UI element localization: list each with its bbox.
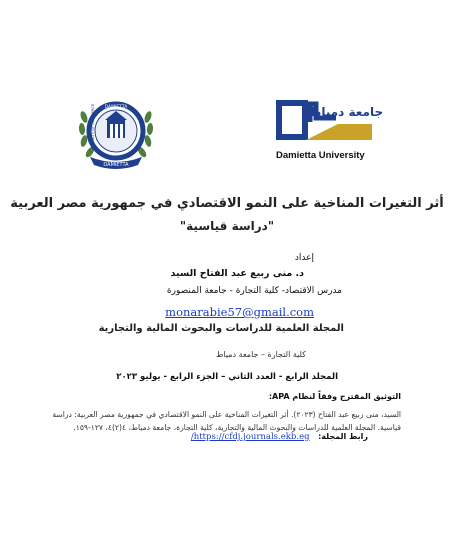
damietta-university-logo <box>276 96 384 164</box>
journal-link-label: رابط المجلة: <box>318 432 368 441</box>
faculty-of-commerce-logo <box>76 95 156 171</box>
citation-text: السيد، منى ربيع عبد الفتاح (٢٠٢٣). أثر التغيرات المناخية على النمو الاقتصادي في جمهورية مصر العربية: دراسة قياسية. المجلة العلمية للدراسات والبحوث المالية والتجارية، كلية التجارة، جامعة دمياط، ٤(٢)٤، ١٢٧-١٥٩. <box>52 410 401 432</box>
author-name: د. منى ربيع عبد الفتاح السيد <box>170 268 304 279</box>
ring-text: DAMIETTA <box>104 105 128 110</box>
volume-info: المجلد الرابع - العدد الثاني – الجزء الرابع - يوليو ٢٠٢٣ <box>116 372 338 382</box>
journal-link-row <box>191 432 368 442</box>
author-affiliation: مدرس الاقتصاد- كلية التجارة - جامعة المنصورة <box>166 286 342 296</box>
journal-link-url[interactable]: https://cfdj.journals.ekb.eg/ <box>190 432 310 442</box>
logo-arabic-name: جامعة دمياط <box>308 105 384 119</box>
side-text: FACULTY OF COMMERCE <box>91 103 95 147</box>
prepared-by-label: إعداد <box>294 253 314 263</box>
journal-name: المجلة العلمية للدراسات والبحوث المالية والتجارية <box>98 323 344 334</box>
author-email-link[interactable]: monarabie57@gmail.com <box>165 305 314 319</box>
citation-heading: التوثيق المقترح وفقاً لنظام APA: <box>268 392 401 401</box>
logo-english-name: Damietta University <box>276 150 365 161</box>
paper-subtitle: "دراسة قياسية" <box>179 219 275 233</box>
ribbon-text: DAMIETTA <box>103 162 129 168</box>
faculty-name: كلية التجارة – جامعة دمياط <box>216 350 306 359</box>
paper-title: أثر التغيرات المناخية على النمو الاقتصادي في جمهورية مصر العربية <box>10 196 444 211</box>
